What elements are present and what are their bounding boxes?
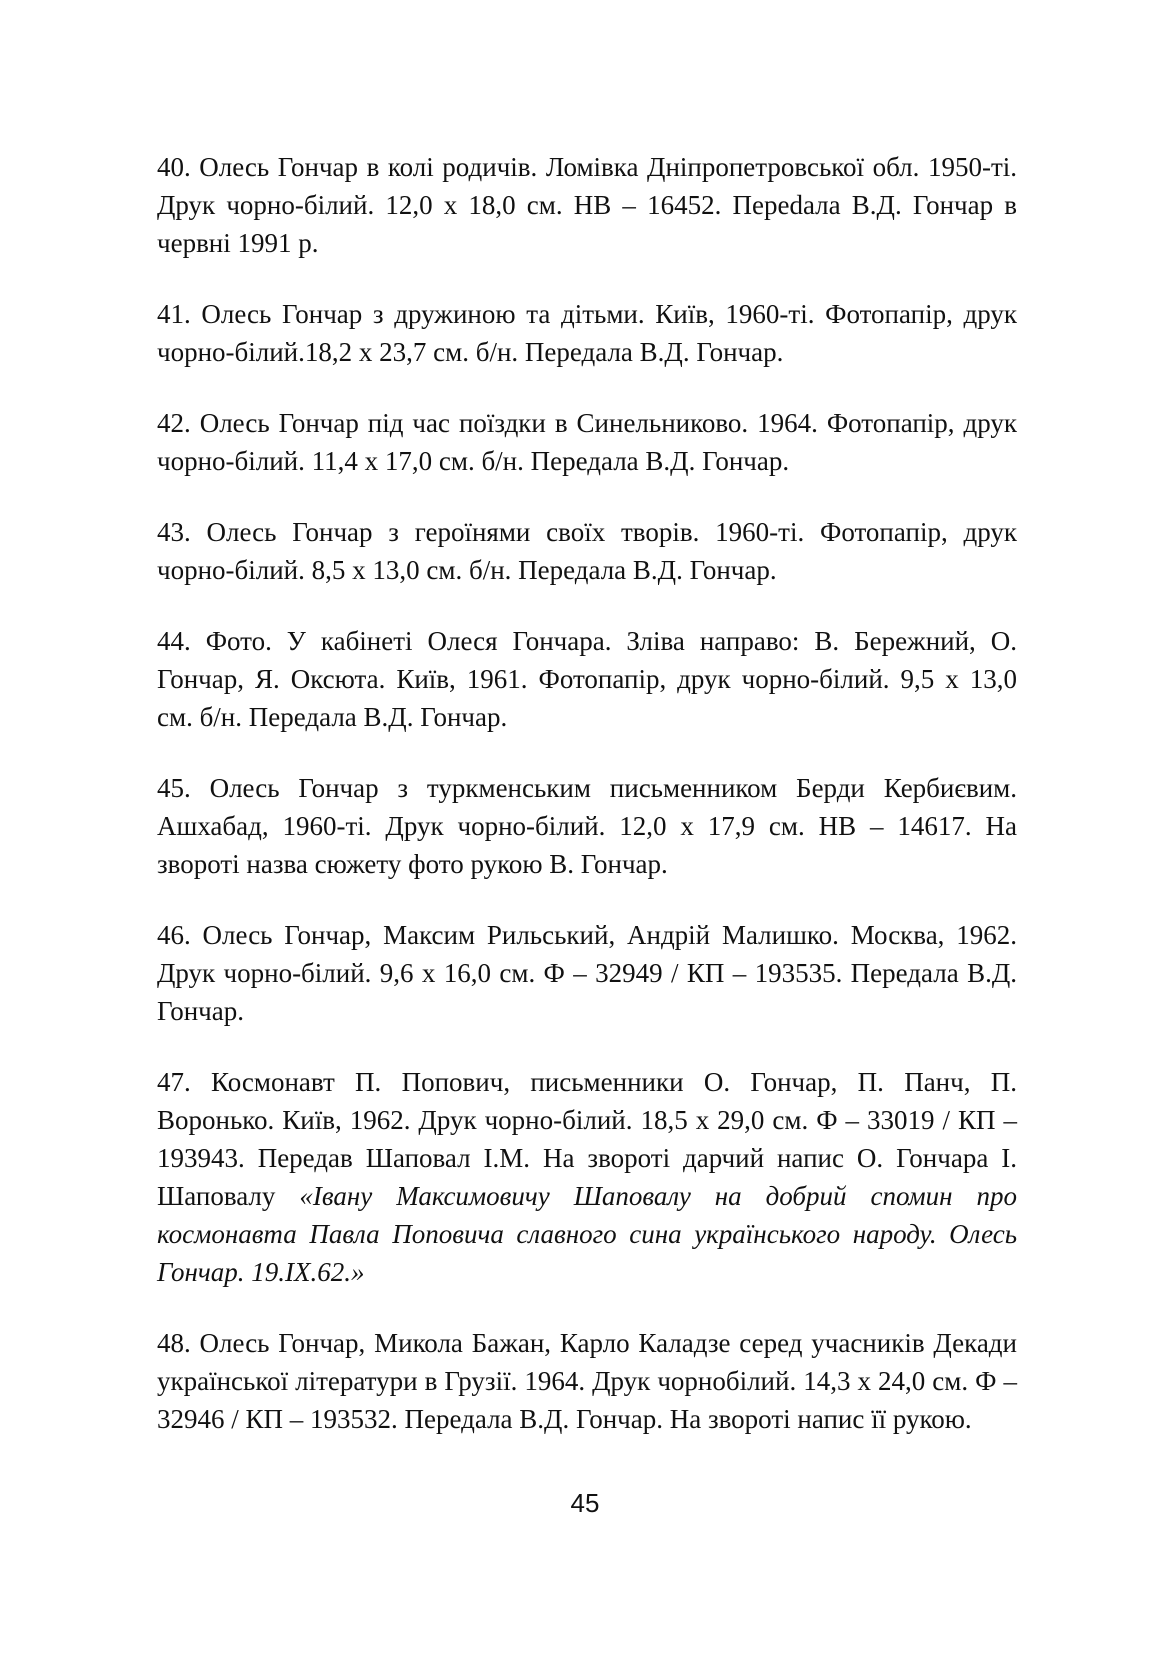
catalog-entry-45: 45. Олесь Гончар з туркменським письменником Берди Кербиєвим. Ашхабад, 1960-ті. Друк чорно-білий. 12,0 х 17,9 см. НВ – 14617. На звороті назва сюжету фото рукою В. Гончар. xyxy=(157,773,1017,879)
catalog-entry-43: 43. Олесь Гончар з героїнями своїх творів. 1960-ті. Фотопапір, друк чорно-білий. 8,5 х 13,0 см. б/н. Передала В.Д. Гончар. xyxy=(157,517,1017,585)
entry-47-description: 47. Космонавт П. Попович, письменники О. Гончар, П. Панч, П. Воронько. Київ, 1962. Друк чорно-білий. 18,5 х 29,0 см. Ф – 33019 / КП – 193943. Передав Шаповал І.М. На звороті дарчий напис О. Гончара І. Шаповалу xyxy=(157,1067,1017,1211)
catalog-entry-44: 44. Фото. У кабінеті Олеся Гончара. Зліва направо: В. Бережний, О. Гончар, Я. Оксюта. Київ, 1961. Фотопапір, друк чорно-білий. 9,5 х 13,0 см. б/н. Передала В.Д. Гончар. xyxy=(157,626,1017,732)
page-number: 45 xyxy=(570,1488,600,1518)
dedication-quote: «Івану Максимовичу Шаповалу на добрий спомин про космонавта Павла Поповича славного сина українського народу. Олесь Гончар. 19.ІХ.62.» xyxy=(157,1181,1018,1287)
catalog-entry-48: 48. Олесь Гончар, Микола Бажан, Карло Каладзе серед учасників Декади української літератури в Грузії. 1964. Друк чорнобілий. 14,3 х 24,0 см. Ф – 32946 / КП – 193532. Передала В.Д. Гончар. На звороті напис її рукою. xyxy=(157,1328,1017,1434)
catalog-entry-46: 46. Олесь Гончар, Максим Рильський, Андрій Малишко. Москва, 1962. Друк чорно-білий. 9,6 х 16,0 см. Ф – 32949 / КП – 193535. Передала В.Д. Гончар. xyxy=(157,920,1017,1026)
catalog-entries xyxy=(157,148,1017,1471)
catalog-entry-47 xyxy=(157,1063,1017,1291)
catalog-entry-42: 42. Олесь Гончар під час поїздки в Синельниково. 1964. Фотопапір, друк чорно-білий. 11,4 х 17,0 см. б/н. Передала В.Д. Гончар. xyxy=(157,408,1017,476)
catalog-entry-41: 41. Олесь Гончар з дружиною та дітьми. Київ, 1960-ті. Фотопапір, друк чорно-білий.18,2 х 23,7 см. б/н. Передала В.Д. Гончар. xyxy=(157,299,1017,367)
catalog-entry-40: 40. Олесь Гончар в колі родичів. Ломівка Дніпропетровської обл. 1950-ті. Друк чорно-білий. 12,0 х 18,0 см. НВ – 16452. Переdала В.Д. Гончар в червні 1991 р. xyxy=(157,152,1017,258)
